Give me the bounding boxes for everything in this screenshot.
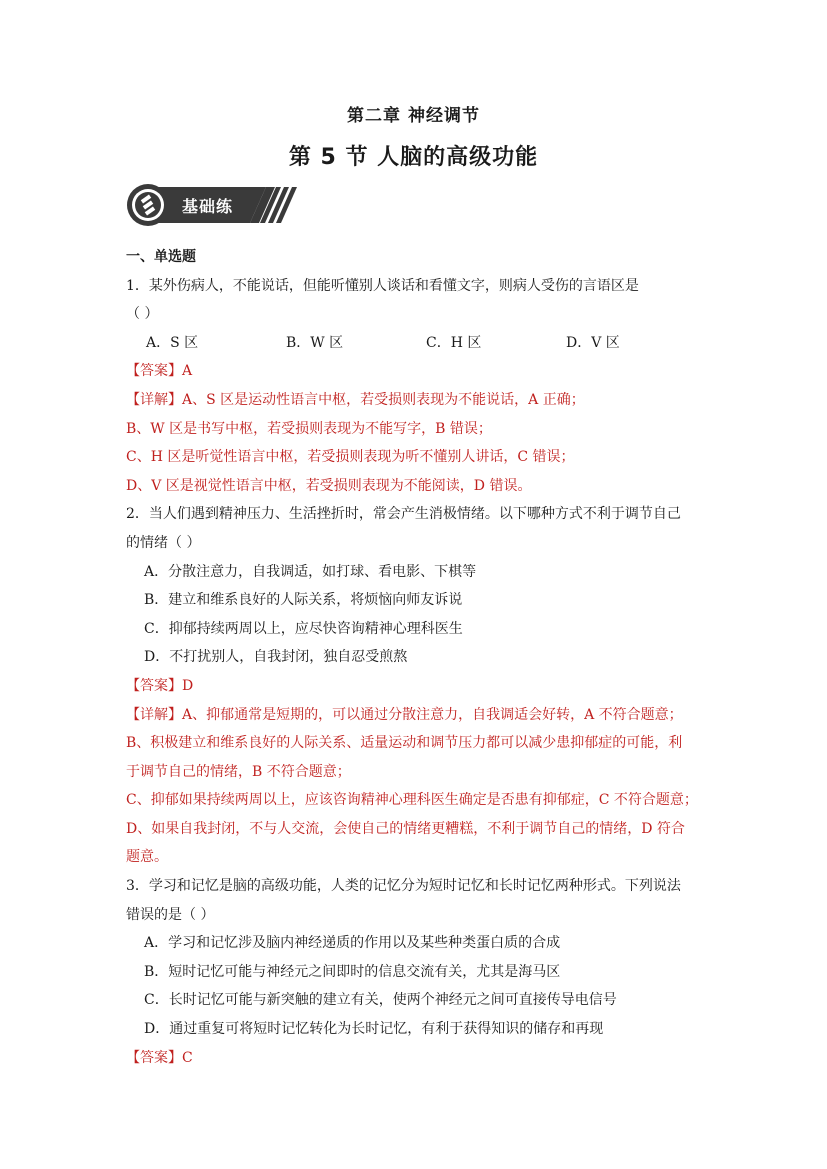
detail-tag: 【详解】 — [126, 391, 182, 408]
q3-stem-line1: 3．学习和记忆是脑的高级功能，人类的记忆分为短时记忆和长时记忆两种形式。下列说法 — [126, 878, 681, 895]
q3-option-c: C．长时记忆可能与新突触的建立有关，使两个神经元之间可直接传导电信号 — [144, 992, 617, 1009]
q1-option-b: B．W 区 — [286, 334, 344, 351]
q3-option-b: B．短时记忆可能与神经元之间即时的信息交流有关，尤其是海马区 — [144, 963, 561, 980]
q1-option-d: D．V 区 — [566, 334, 620, 351]
q1-detail-line1 — [126, 386, 706, 415]
detail-tag: 【详解】 — [126, 706, 182, 723]
q1-detail-text: A、S 区是运动性语言中枢，若受损则表现为不能说话，A 正确； — [182, 391, 585, 408]
q1-option-c: C．H 区 — [426, 334, 482, 351]
q2-stem-line1: 2．当人们遇到精神压力、生活挫折时，常会产生消极情绪。以下哪种方式不利于调节自己 — [126, 506, 681, 523]
question-content — [126, 243, 706, 1072]
q3-option-d: D．通过重复可将短时记忆转化为长时记忆，有利于获得知识的储存和再现 — [144, 1021, 604, 1038]
q2-detail-line2: B、积极建立和维系良好的人际关系、适量运动和调节压力都可以减少患抑郁症的可能，利 — [126, 735, 683, 752]
q2-option-b: B．建立和维系良好的人际关系，将烦恼向师友诉说 — [144, 592, 463, 609]
q3-answer-value: C — [182, 1049, 193, 1066]
q2-detail-line5: D、如果自我封闭，不与人交流，会使自己的情绪更糟糕，不利于调节自己的情绪，D 符合 — [126, 820, 685, 837]
q2-detail-line3: 于调节自己的情绪，B 不符合题意； — [126, 763, 351, 780]
q2-option-d: D．不打扰别人，自我封闭，独自忍受煎熬 — [144, 649, 408, 666]
q1-option-a: A．S 区 — [146, 334, 199, 351]
banner-label: 基础练 — [182, 197, 234, 216]
answer-tag: 【答案】 — [126, 677, 182, 694]
section-title: 第 5 节 人脑的高级功能 — [288, 145, 539, 170]
q2-detail-line6: 题意。 — [126, 849, 168, 866]
q2-answer-value: D — [182, 677, 194, 694]
answer-tag: 【答案】 — [126, 363, 182, 380]
q2-detail-line4: C、抑郁如果持续两周以上，应该咨询精神心理科医生确定是否患有抑郁症，C 不符合题意； — [126, 792, 698, 809]
q1-stem-line2: （ ） — [126, 306, 159, 323]
q1-detail-line3: C、H 区是听觉性语言中枢，若受损则表现为听不懂别人讲话，C 错误； — [126, 449, 575, 466]
practice-banner — [126, 183, 298, 227]
q2-stem-line2: 的情绪（ ） — [126, 534, 201, 551]
q2-detail-line1 — [126, 701, 706, 730]
q2-option-c: C．抑郁持续两周以上，应尽快咨询精神心理科医生 — [144, 620, 463, 637]
q2-option-a: A．分散注意力，自我调适，如打球、看电影、下棋等 — [144, 563, 477, 580]
q1-answer — [126, 357, 706, 386]
chapter-title: 第二章 神经调节 — [347, 106, 480, 126]
q2-answer — [126, 672, 706, 701]
q1-options — [126, 329, 706, 358]
q1-answer-value: A — [182, 363, 193, 380]
part-heading: 一、单选题 — [126, 249, 196, 265]
q3-stem-line2: 错误的是（ ） — [126, 906, 215, 923]
q3-option-a: A．学习和记忆涉及脑内神经递质的作用以及某些种类蛋白质的合成 — [144, 935, 561, 952]
q1-detail-line4: D、V 区是视觉性语言中枢，若受损则表现为不能阅读，D 错误。 — [126, 477, 532, 494]
answer-tag: 【答案】 — [126, 1049, 182, 1066]
q3-answer — [126, 1044, 706, 1073]
q2-detail-text: A、抑郁通常是短期的，可以通过分散注意力，自我调适会好转，A 不符合题意； — [182, 706, 683, 723]
q1-detail-line2: B、W 区是书写中枢，若受损则表现为不能写字，B 错误； — [126, 420, 492, 437]
q1-stem-line1: 1．某外伤病人，不能说话，但能听懂别人谈话和看懂文字，则病人受伤的言语区是 — [126, 277, 639, 294]
